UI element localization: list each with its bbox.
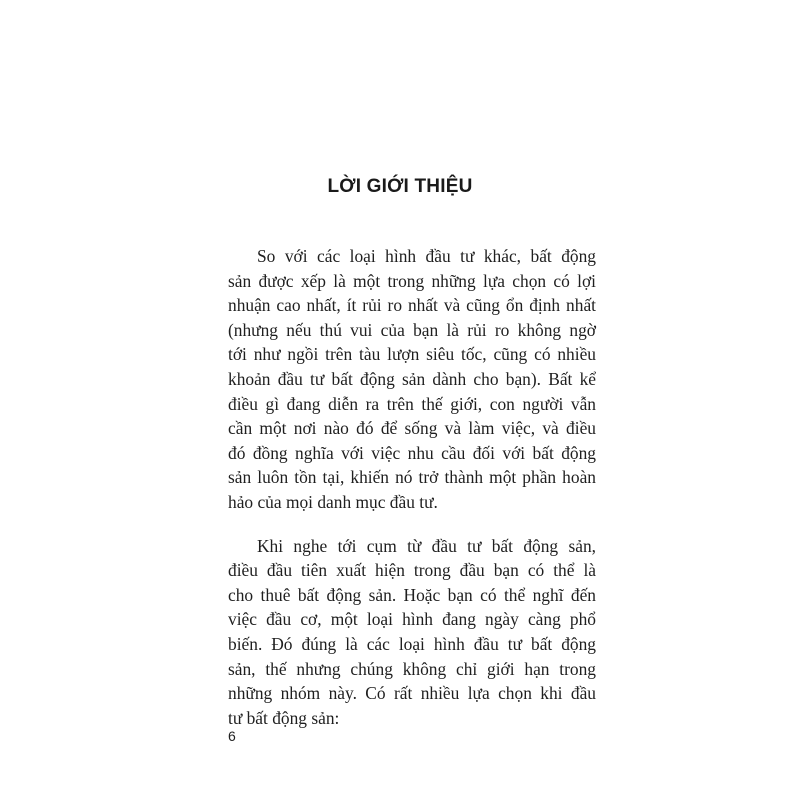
text-line: hảo của mọi danh mục đầu tư. [228,491,438,512]
text-line: cần một nơi nào đó để sống và làm việc, và điều [228,418,596,439]
text-line: những nhóm này. Có rất nhiều lựa chọn khi đầu [228,683,596,704]
text-line: biến. Đó đúng là các loại hình đầu tư bất động [228,633,596,654]
text-line: đó đồng nghĩa với việc nhu cầu đối với bất động [228,442,596,463]
text-line: So với các loại hình đầu tư khác, bất động [257,246,596,266]
text-line: nhuận cao nhất, ít rủi ro nhất và cũng ổn định nhất [228,295,596,316]
text-line: điều gì đang diễn ra trên thế giới, con người vẫn [228,393,596,414]
text-line: (nhưng nếu thú vui của bạn là rủi ro không ngờ [228,319,596,340]
text-line: tới như ngồi trên tàu lượn siêu tốc, cũng có nhiều [228,344,596,365]
text-line: Khi nghe tới cụm từ đầu tư bất động sản, [257,535,596,556]
text-line: tư bất động sản: [228,707,340,728]
text-line: cho thuê bất động sản. Hoặc bạn có thể nghĩ đến [228,584,596,605]
page-number: 6 [228,728,236,744]
paragraph-1 [228,244,596,515]
paragraph-2 [228,534,596,731]
text-line: sản luôn tồn tại, khiến nó trở thành một phần hoàn [228,467,596,488]
text-line: khoản đầu tư bất động sản dành cho bạn). Bất kể [228,368,596,389]
text-line: sản được xếp là một trong những lựa chọn có lợi [228,270,596,291]
text-line: sản, thế nhưng chúng không chỉ giới hạn trong [228,658,596,679]
text-line: điều đầu tiên xuất hiện trong đầu bạn có thể là [228,560,596,581]
text-line: việc đầu cơ, một loại hình đang ngày càng phổ [228,609,596,630]
chapter-title: LỜI GIỚI THIỆU [327,176,473,197]
body-text [228,244,596,730]
